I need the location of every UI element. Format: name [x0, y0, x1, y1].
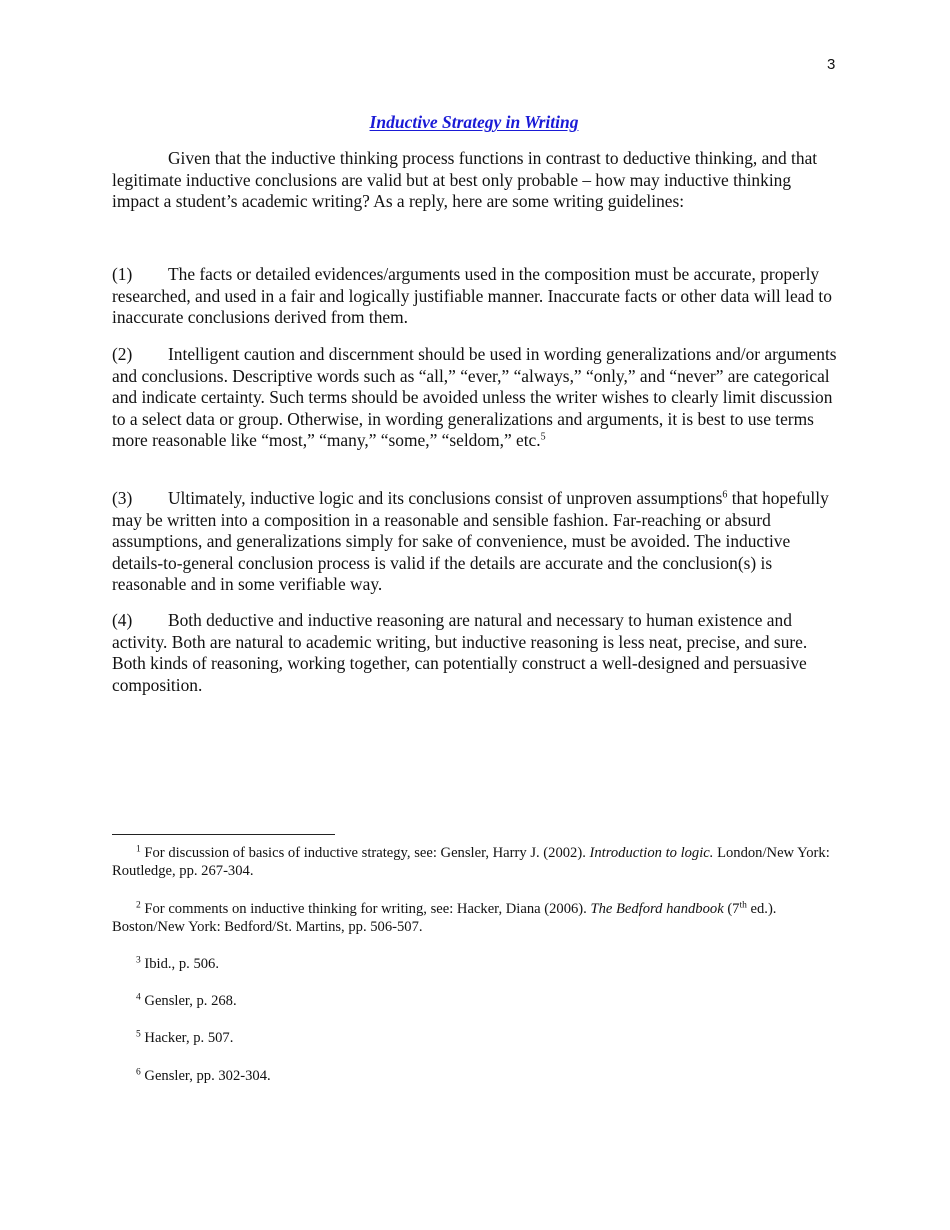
footnote-text-end: ed.). Boston/New York: Bedford/St. Martins, pp. 506-507.: [112, 901, 777, 935]
guideline-4: [112, 610, 838, 696]
footnote-mark: 2: [136, 900, 141, 911]
footnote-mark: 4: [136, 992, 141, 1003]
guideline-number: (1): [112, 264, 133, 284]
footnote-3: [112, 955, 838, 973]
guideline-1: [112, 264, 838, 329]
guideline-number: (4): [112, 610, 133, 630]
footnote-6: [112, 1067, 838, 1085]
footnote-text: Hacker, p. 507.: [140, 1030, 234, 1046]
guideline-number: (2): [112, 344, 133, 364]
guideline-text: Ultimately, inductive logic and its conclusions consist of unproven assumptions: [168, 488, 723, 508]
page-number: 3: [827, 56, 836, 73]
footnote-ref: 5: [540, 431, 546, 443]
book-title: Introduction to logic.: [589, 845, 714, 861]
footnote-text: Gensler, pp. 302-304.: [140, 1068, 271, 1084]
footnote-5: [112, 1029, 838, 1047]
footnote-mark: 1: [136, 844, 141, 855]
footnote-4: [112, 992, 838, 1010]
guideline-number: (3): [112, 488, 133, 508]
edition-superscript: th: [739, 900, 747, 911]
guideline-text: The facts or detailed evidences/arguments used in the composition must be accurate, properly researched, and used in a fair and logically justifiable manner. Inaccurate facts or other data will lead to inaccurate conclusions derived from them.: [112, 264, 832, 328]
guideline-text: Intelligent caution and discernment should be used in wording generalizations and/or arguments and conclusions. Descriptive words such as “all,” “ever,” “always,” “only,” and “never” are categorical and indicate certainty. Such terms should be avoided unless the writer wishes to clearly limit discussion to a select data or group. Otherwise, in wording generalizations and arguments, it is best to use terms more reasonable like “most,” “many,” “some,” “seldom,” etc.: [112, 344, 837, 451]
footnote-ref: 6: [722, 489, 728, 501]
guideline-2: [112, 344, 838, 452]
edition-text: (7: [723, 901, 740, 917]
guideline-3: [112, 488, 838, 596]
footnote-text: For comments on inductive thinking for writing, see: Hacker, Diana (2006).: [140, 901, 591, 917]
guideline-text: Both deductive and inductive reasoning are natural and necessary to human existence and activity. Both are natural to academic writing, but inductive reasoning is less neat, precise, and sure. Both kinds of reasoning, working together, can potentially construct a well-designed and persuasive composition.: [112, 610, 808, 695]
footnote-separator: [112, 834, 335, 835]
intro-paragraph: Given that the inductive thinking process functions in contrast to deductive thinking, and that legitimate inductive conclusions are valid but at best only probable – how may inductive thinking impact a student’s academic writing? As a reply, here are some writing guidelines:: [112, 148, 818, 212]
footnote-mark: 5: [136, 1029, 141, 1040]
footnote-text-end: London/New York: Routledge, pp. 267-304.: [112, 845, 830, 879]
footnote-mark: 6: [136, 1067, 141, 1078]
guideline-text-continued: that hopefully may be written into a composition in a reasonable and sensible fashion. Far-reaching or absurd assumptions, and generalizations simply for sake of convenience, must be avoided. The inductive details-to-general conclusion process is valid if the details are accurate and the conclusion(s) is reasonable and in some verifiable way.: [112, 488, 829, 595]
footnote-text: Ibid., p. 506.: [140, 956, 219, 972]
document-title: Inductive Strategy in Writing: [369, 112, 579, 132]
footnote-text: For discussion of basics of inductive strategy, see: Gensler, Harry J. (2002).: [140, 845, 590, 861]
footnote-text: Gensler, p. 268.: [140, 993, 237, 1009]
footnote-1: [112, 844, 838, 880]
footnote-2: [112, 900, 838, 936]
footnote-mark: 3: [136, 955, 141, 966]
book-title: The Bedford handbook: [590, 901, 724, 917]
